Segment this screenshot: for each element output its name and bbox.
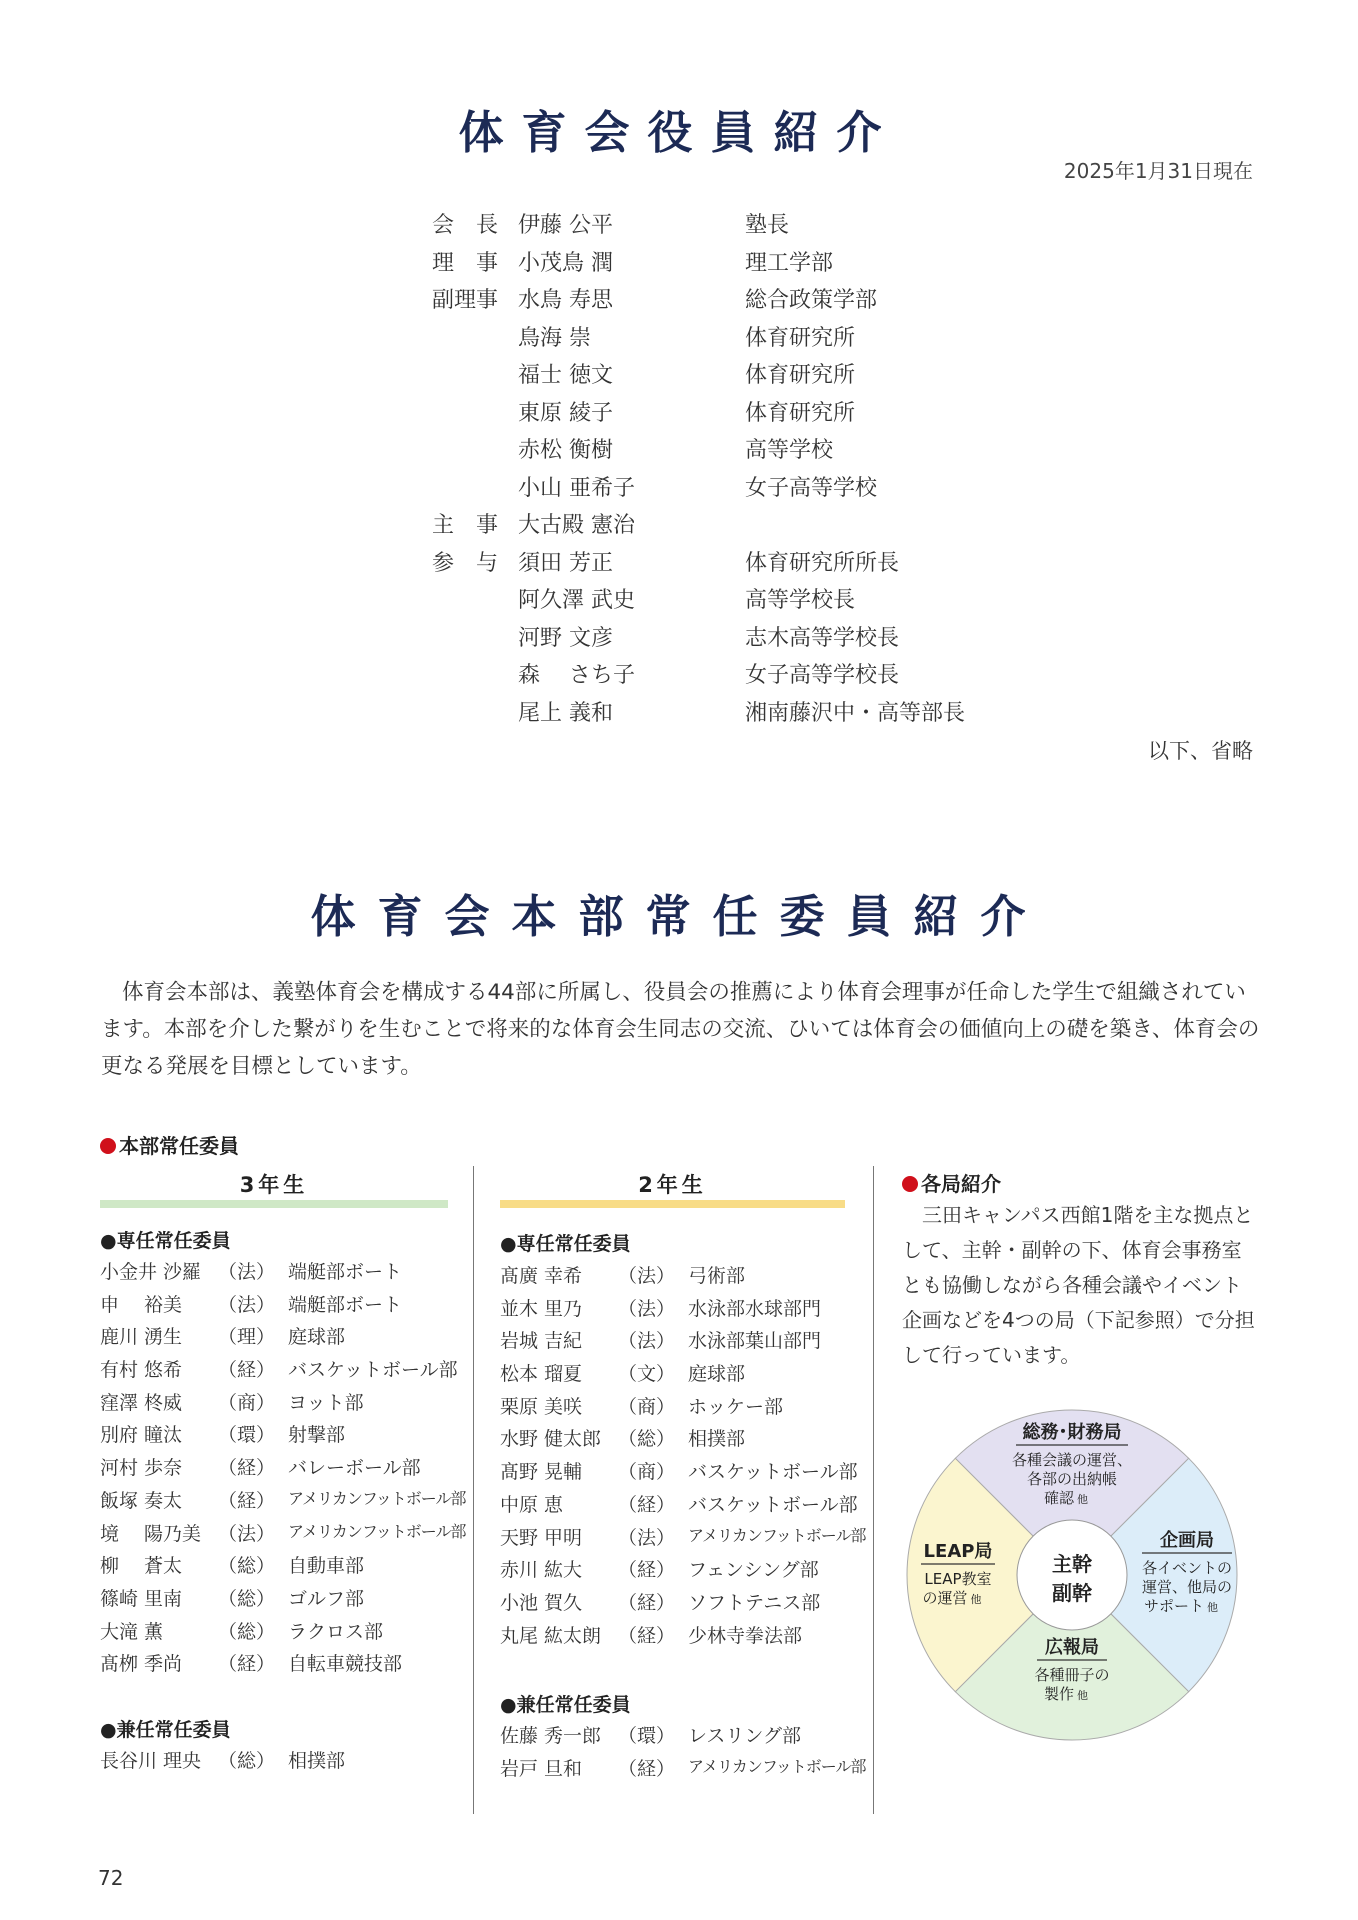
member-row [500, 1490, 858, 1523]
member-name: 並木 里乃 [500, 1297, 583, 1320]
member-club: 自動車部 [288, 1555, 365, 1578]
member-club: バスケットボール部 [688, 1461, 858, 1484]
officer-affiliation: 理工学部 [745, 250, 834, 276]
third-year-concurrent-list [100, 1746, 450, 1779]
member-club: アメリカンフットボール部 [288, 1521, 466, 1541]
member-name: 鹿川 湧生 [100, 1326, 183, 1349]
second-year-concurrent-label: 兼任常任委員 [516, 1694, 631, 1716]
bullet-icon [902, 1176, 918, 1192]
member-faculty: （経） [618, 1493, 676, 1516]
member-name: 柳 蒼太 [100, 1555, 183, 1578]
officer-role: 副理事 [432, 288, 499, 313]
member-faculty: （法） [618, 1526, 676, 1549]
member-faculty: （商） [618, 1461, 676, 1484]
member-row [500, 1555, 850, 1588]
bureau-bottom-suffix: 他 [1077, 1689, 1089, 1702]
member-name: 髙廣 幸希 [500, 1265, 583, 1287]
member-faculty: （経） [618, 1559, 676, 1582]
bureau-right-suffix: 他 [1207, 1601, 1219, 1614]
member-row [500, 1424, 850, 1457]
officer-affiliation: 体育研究所所長 [745, 550, 900, 576]
bureau-left-desc: LEAP教室 [924, 1570, 992, 1588]
vice-chief-label: 副幹 [1052, 1581, 1092, 1605]
member-club: 射撃部 [288, 1424, 346, 1447]
member-row [500, 1621, 850, 1654]
committee-heading [100, 1130, 239, 1159]
member-row [500, 1523, 866, 1556]
member-name: 中原 恵 [500, 1493, 564, 1516]
third-year-standing-heading: ●専任常任委員 [100, 1230, 231, 1252]
officer-role: 理 事 [432, 250, 499, 276]
second-year-standing-list [500, 1261, 866, 1653]
member-row [100, 1649, 450, 1682]
member-name: 髙栁 季尚 [100, 1653, 183, 1676]
member-name: 飯塚 奏太 [100, 1489, 183, 1512]
member-name: 申 裕美 [100, 1293, 183, 1316]
member-row [100, 1486, 466, 1519]
officer-affiliation: 総合政策学部 [745, 288, 878, 313]
bureau-right-desc: サポート 他 [1143, 1597, 1219, 1615]
as-of-date: 2025年1月31日現在 [1063, 159, 1253, 183]
member-club: レスリング部 [688, 1725, 802, 1747]
member-faculty: （理） [218, 1326, 276, 1349]
officer-affiliation: 体育研究所 [745, 400, 856, 426]
officer-affiliation: 女子高等学校 [745, 475, 878, 501]
bureaus-heading-label: 各局紹介 [921, 1172, 1001, 1196]
officer-role: 主 事 [432, 513, 499, 538]
member-row [100, 1746, 450, 1779]
member-name: 大滝 薫 [100, 1620, 164, 1643]
member-name: 長谷川 理央 [100, 1750, 202, 1772]
bureau-top-name: 総務･財務局 [1022, 1422, 1122, 1443]
member-faculty: （経） [218, 1653, 276, 1676]
member-faculty: （経） [618, 1624, 676, 1647]
member-row [100, 1257, 450, 1290]
officer-affiliation: 体育研究所 [745, 325, 856, 351]
member-row [100, 1388, 450, 1421]
member-row [500, 1754, 866, 1787]
member-club: バレーボール部 [288, 1457, 421, 1480]
member-club: ソフトテニス部 [688, 1591, 821, 1614]
bureau-right-name: 企画局 [1160, 1530, 1214, 1551]
member-club: 水泳部水球部門 [688, 1297, 822, 1320]
bureau-top-desc: 各部の出納帳 [1026, 1470, 1118, 1488]
bureau-diagram [902, 1405, 1242, 1745]
member-club: ヨット部 [288, 1391, 364, 1414]
officer-name: 小山 亜希子 [518, 475, 635, 501]
bureau-top-suffix: 他 [1077, 1493, 1089, 1506]
member-row [100, 1355, 458, 1388]
bureau-left-desc: の運営 他 [922, 1589, 982, 1607]
bureau-bottom-desc: 製作 他 [1043, 1685, 1089, 1703]
member-name: 境 陽乃美 [100, 1522, 202, 1545]
officer-role: 参 与 [432, 550, 499, 576]
member-faculty: （経） [218, 1457, 276, 1480]
bureau-right-desc: 運営、他局の [1141, 1578, 1233, 1596]
officer-name: 赤松 衡樹 [518, 438, 613, 463]
member-row [100, 1519, 466, 1552]
page-number: 72 [98, 1866, 124, 1890]
member-name: 髙野 晃輔 [500, 1461, 583, 1484]
member-name: 有村 悠希 [100, 1359, 183, 1382]
member-row [100, 1453, 450, 1486]
member-club: ホッケー部 [688, 1395, 784, 1418]
member-faculty: （法） [618, 1297, 676, 1320]
committee-intro [101, 974, 1261, 1085]
officer-name: 阿久澤 武史 [518, 588, 635, 613]
member-club: 少林寺拳法部 [688, 1624, 803, 1647]
member-name: 岩城 吉紀 [500, 1330, 583, 1353]
officers-title: 体育会役員紹介 [458, 106, 900, 159]
member-faculty: （環） [618, 1725, 676, 1747]
officer-name: 大古殿 憲治 [518, 513, 635, 538]
member-name: 篠崎 里南 [100, 1587, 183, 1610]
officer-affiliation: 高等学校長 [745, 588, 856, 613]
member-name: 別府 瞳汰 [100, 1424, 183, 1447]
bureau-left-suffix: 他 [970, 1593, 982, 1606]
member-name: 窪澤 柊威 [100, 1391, 183, 1414]
officer-name: 須田 芳正 [518, 550, 613, 576]
member-club: アメリカンフットボール部 [688, 1525, 866, 1545]
officer-affiliation: 塾長 [745, 213, 790, 238]
member-name: 水野 健太郎 [500, 1428, 602, 1451]
member-name: 小池 賀久 [500, 1591, 583, 1614]
bureau-right-desc: 各イベントの [1141, 1559, 1233, 1577]
bureau-bottom-name: 広報局 [1045, 1637, 1099, 1658]
officer-name: 河野 文彦 [518, 625, 613, 651]
officer-affiliation: 体育研究所 [745, 363, 856, 388]
member-club: 端艇部ボート [288, 1261, 403, 1283]
member-row [500, 1457, 858, 1490]
second-year-concurrent-heading: ●兼任常任委員 [500, 1694, 631, 1716]
member-faculty: （法） [218, 1261, 276, 1283]
member-faculty: （文） [618, 1363, 676, 1386]
committee-title: 体育会本部常任委員紹介 [310, 890, 1048, 943]
member-faculty: （経） [618, 1757, 676, 1780]
member-club: 庭球部 [688, 1363, 746, 1386]
chief-label: 主幹 [1052, 1552, 1092, 1576]
intro-paragraph: 体育会本部は、義塾体育会を構成する44部に所属し、役員会の推薦により体育会理事が任命した学生で組織されています。本部を介した繋がりを生むことで将来的な体育会生同志の交流、ひいては体育会の価値向上の礎を築き、体育会の更なる発展を目標としています。 [101, 980, 1260, 1079]
third-year-concurrent-heading: ●兼任常任委員 [100, 1719, 231, 1741]
member-club: アメリカンフットボール部 [688, 1756, 866, 1776]
member-faculty: （総） [218, 1620, 276, 1643]
member-club: フェンシング部 [688, 1559, 819, 1582]
member-faculty: （経） [218, 1359, 276, 1382]
bureau-top-desc: 各種会議の運営、 [1011, 1451, 1133, 1469]
member-club: 相撲部 [688, 1428, 746, 1451]
member-name: 岩戸 旦和 [500, 1757, 583, 1780]
third-year-concurrent-label: 兼任常任委員 [116, 1719, 231, 1741]
officer-name: 小茂鳥 潤 [518, 250, 613, 276]
bureau-bottom-desc: 各種冊子の [1034, 1666, 1110, 1684]
member-row [100, 1420, 450, 1453]
officer-name: 東原 綾子 [518, 400, 613, 426]
member-name: 栗原 美咲 [500, 1395, 583, 1418]
member-club: 端艇部ボート [288, 1293, 403, 1316]
bullet-icon [100, 1138, 116, 1154]
member-row [500, 1359, 850, 1392]
member-faculty: （経） [218, 1489, 276, 1512]
second-year-title: 2年生 [638, 1173, 707, 1197]
member-row [500, 1392, 850, 1425]
officer-affiliation: 高等学校 [745, 438, 834, 463]
member-faculty: （法） [618, 1330, 676, 1353]
officer-name: 水鳥 寿思 [518, 288, 613, 313]
officer-affiliation: 湘南藤沢中・高等部長 [745, 700, 966, 726]
member-faculty: （総） [618, 1428, 676, 1451]
officer-role: 会 長 [432, 213, 499, 238]
member-club: 庭球部 [288, 1326, 346, 1349]
second-year-concurrent-list [500, 1721, 866, 1786]
member-name: 佐藤 秀一郎 [500, 1725, 602, 1747]
member-row [500, 1588, 850, 1621]
member-club: 弓術部 [688, 1265, 746, 1287]
member-row [500, 1261, 850, 1294]
member-faculty: （商） [218, 1391, 276, 1414]
member-faculty: （総） [218, 1750, 276, 1772]
member-row [500, 1294, 850, 1327]
bureau-left-name: LEAP局 [923, 1541, 993, 1562]
member-club: バスケットボール部 [288, 1359, 458, 1382]
officer-name: 鳥海 崇 [518, 325, 591, 351]
officer-affiliation: 女子高等学校長 [745, 663, 900, 688]
officer-affiliation: 志木高等学校長 [745, 625, 900, 651]
officer-name: 森 さち子 [518, 663, 635, 688]
member-club: 自転車競技部 [288, 1653, 403, 1676]
member-row [100, 1551, 450, 1584]
divider-right [873, 1166, 874, 1814]
member-faculty: （商） [618, 1395, 676, 1418]
member-name: 河村 歩奈 [100, 1457, 183, 1480]
member-name: 丸尾 紘太朗 [500, 1624, 602, 1647]
second-year-bar [500, 1200, 845, 1208]
member-club: アメリカンフットボール部 [288, 1488, 466, 1508]
member-faculty: （法） [218, 1293, 276, 1316]
member-row [100, 1290, 450, 1323]
omitted-note: 以下、省略 [1148, 739, 1253, 763]
member-name: 天野 甲明 [500, 1526, 583, 1549]
member-club: 水泳部葉山部門 [688, 1330, 822, 1353]
member-faculty: （環） [218, 1424, 276, 1447]
officer-name: 尾上 義和 [518, 700, 613, 726]
third-year-title: 3年生 [239, 1173, 309, 1197]
bureaus-paragraph: 三田キャンパス西館1階を主な拠点として、主幹・副幹の下、体育会事務室とも協働しながら各種会議やイベント企画などを4つの局（下記参照）で分担して行っています。 [902, 1203, 1255, 1367]
officer-name: 伊藤 公平 [518, 213, 613, 238]
committee-heading-label: 本部常任委員 [119, 1134, 239, 1158]
member-faculty: （総） [218, 1587, 276, 1610]
member-row [100, 1584, 450, 1617]
third-year-standing-label: 専任常任委員 [116, 1230, 231, 1252]
second-year-standing-heading: ●専任常任委員 [500, 1233, 631, 1255]
member-row [100, 1617, 450, 1650]
officer-name: 福士 徳文 [518, 363, 613, 388]
member-club: 相撲部 [288, 1750, 346, 1772]
member-faculty: （総） [218, 1555, 276, 1578]
member-name: 赤川 紘大 [500, 1559, 583, 1582]
third-year-standing-list [100, 1257, 466, 1682]
member-row [100, 1322, 450, 1355]
member-row [500, 1326, 850, 1359]
bureau-top-desc: 確認 他 [1043, 1489, 1089, 1507]
bureaus-description [902, 1198, 1257, 1373]
member-faculty: （法） [218, 1522, 276, 1545]
member-faculty: （経） [618, 1591, 676, 1614]
member-faculty: （法） [618, 1265, 676, 1287]
member-club: バスケットボール部 [688, 1493, 858, 1516]
third-year-bar [100, 1200, 448, 1208]
member-name: 小金井 沙羅 [100, 1261, 202, 1283]
divider-left [473, 1166, 474, 1814]
member-row [500, 1721, 850, 1754]
bureaus-heading [902, 1168, 1001, 1197]
member-name: 松本 瑠夏 [500, 1363, 583, 1386]
member-club: ゴルフ部 [288, 1587, 365, 1610]
second-year-standing-label: 専任常任委員 [516, 1233, 631, 1255]
member-club: ラクロス部 [288, 1620, 384, 1643]
